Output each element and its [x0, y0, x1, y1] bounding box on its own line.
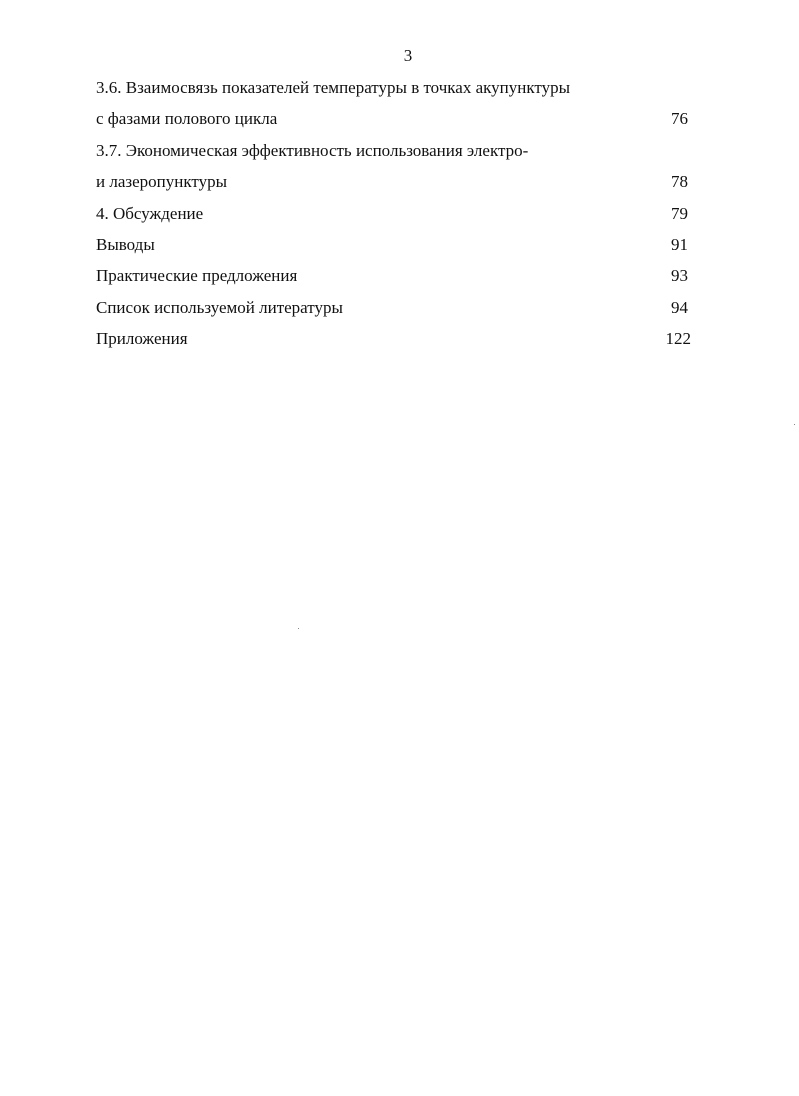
- toc-entry: [96, 233, 696, 264]
- toc-entry: [96, 202, 696, 233]
- scan-speck: [298, 628, 299, 629]
- toc-entry: [96, 76, 696, 107]
- toc-entry-title: Практические предложения: [96, 266, 298, 286]
- toc-entry-page: 79: [671, 203, 688, 223]
- toc-entry: [96, 139, 696, 170]
- toc-entry-title: 3.7. Экономическая эффективность использования электро-: [96, 140, 529, 160]
- toc-entry: [96, 264, 696, 295]
- toc-entry-page: 91: [671, 234, 688, 254]
- toc-entry: [96, 170, 696, 201]
- scan-speck: [794, 424, 795, 425]
- toc-entry: [96, 327, 696, 358]
- toc-entry-title: и лазеропунктуры: [96, 172, 227, 192]
- toc-entry-page: 78: [671, 172, 688, 192]
- toc-entry-title: с фазами полового цикла: [96, 109, 278, 129]
- toc-entry-page: 93: [671, 266, 688, 286]
- toc-entry-title: Выводы: [96, 234, 155, 254]
- toc-entry-page: 94: [671, 297, 688, 317]
- toc-entry-title: 4. Обсуждение: [96, 203, 204, 223]
- toc-entry: [96, 107, 696, 138]
- toc-entry-title: 3.6. Взаимосвязь показателей температуры в точках акупунктуры: [96, 78, 570, 97]
- toc-entry-page: 122: [665, 329, 691, 349]
- toc-entry: [96, 296, 696, 327]
- toc-entry-title: Приложения: [96, 329, 188, 349]
- toc-entry-title: Список используемой литературы: [96, 297, 343, 317]
- page-number: 3: [403, 46, 413, 65]
- toc-entry-page: 76: [671, 109, 688, 129]
- table-of-contents: [96, 76, 696, 359]
